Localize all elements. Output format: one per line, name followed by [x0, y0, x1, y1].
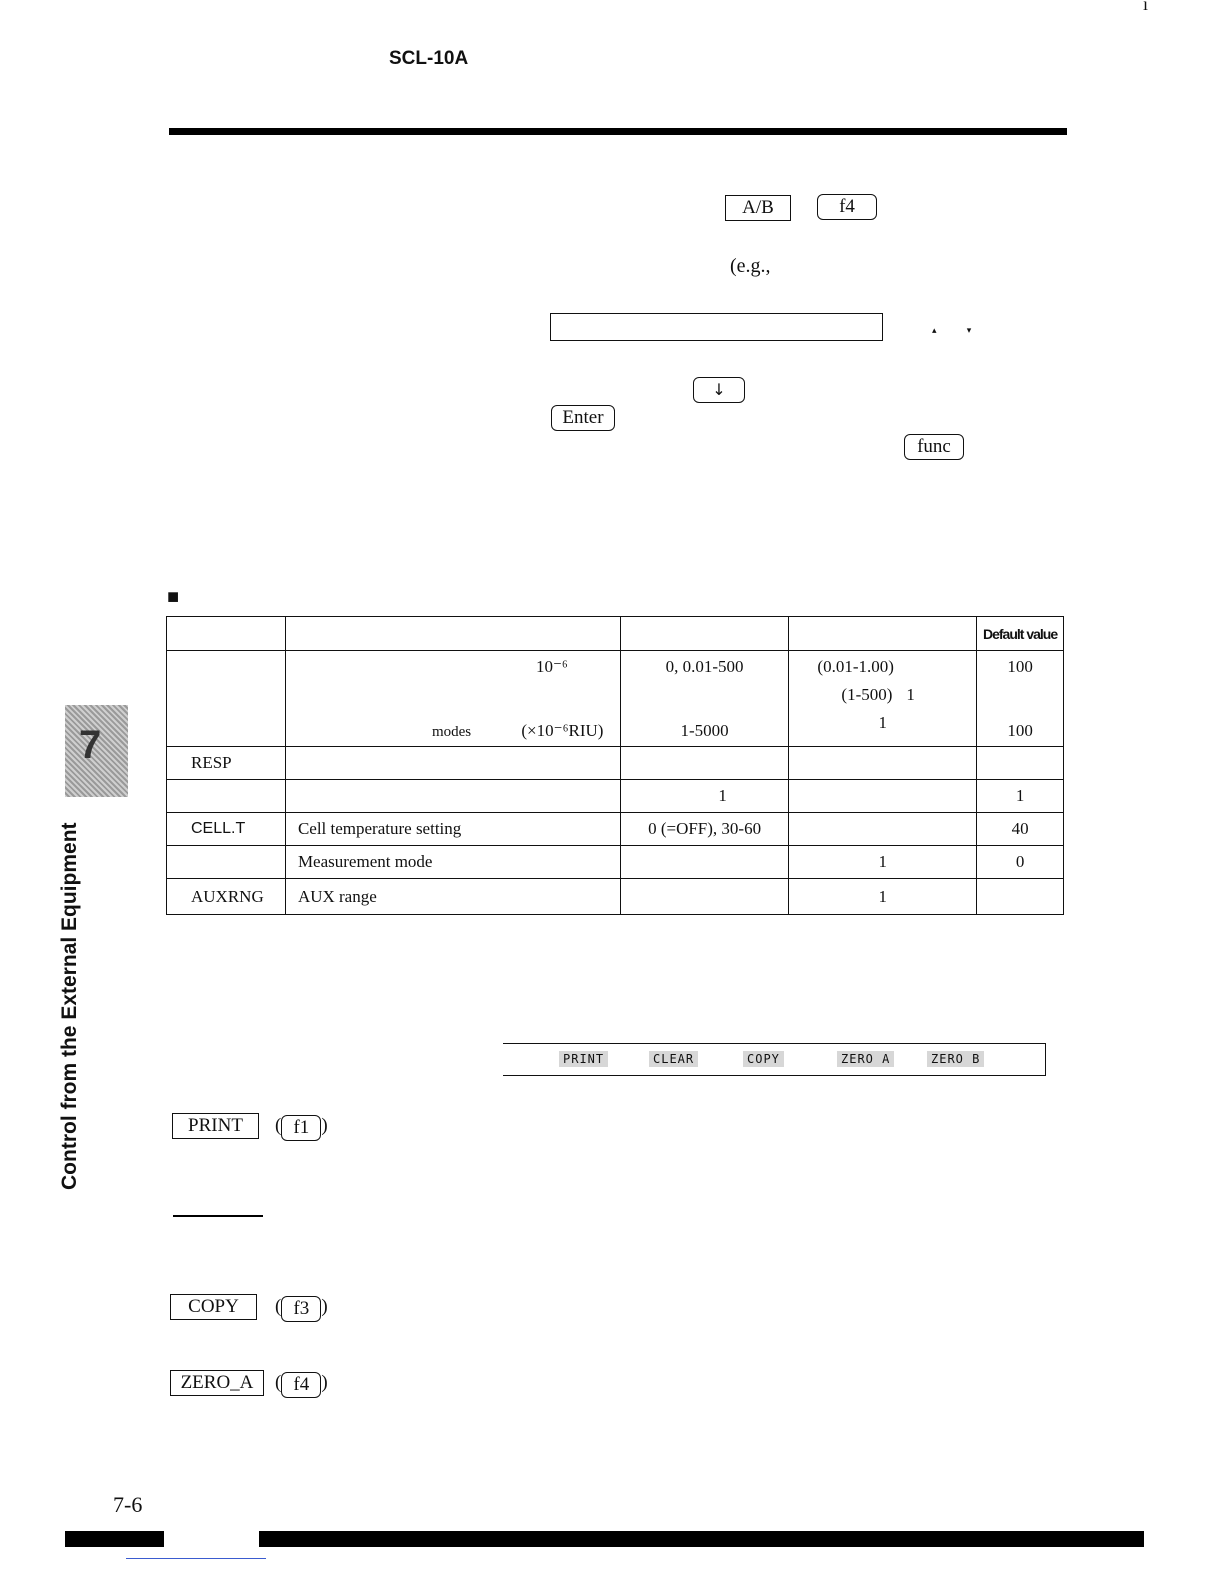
mode-step: 1 — [789, 846, 977, 879]
function-bar-zero-a: ZERO A — [837, 1051, 894, 1067]
blank-step: 1 — [620, 780, 789, 813]
section-marker: ■ — [167, 586, 180, 608]
param-resp: RESP — [167, 747, 286, 780]
row1-range: 0, 0.01-500 — [665, 657, 744, 676]
table-header-row — [167, 617, 1064, 651]
table-row — [167, 846, 1064, 879]
row1-unit: 10⁻⁶ — [535, 657, 568, 676]
function-bar — [503, 1043, 1046, 1076]
arrow-marks: ▴ ▾ — [932, 325, 986, 335]
table-row — [167, 879, 1064, 915]
mode-desc: Measurement mode — [285, 846, 620, 879]
eg-text: (e.g., — [730, 255, 771, 277]
sidebar-title: Control from the External Equipment — [58, 822, 81, 1190]
table-row — [167, 780, 1064, 813]
ab-key: A/B — [725, 195, 791, 221]
print-fkey-wrap: ( f1 ) — [275, 1115, 328, 1141]
aux-desc: AUX range — [285, 879, 620, 915]
row1-default: 100 — [1007, 657, 1033, 676]
enter-key: Enter — [551, 405, 615, 431]
footer-bar-right — [259, 1531, 1144, 1547]
header-default-value: Default value — [977, 617, 1064, 651]
param-cell-t: CELL.T — [167, 813, 286, 846]
page-number: 7-6 — [113, 1492, 143, 1517]
row2-range: 1-5000 — [680, 721, 729, 740]
f3-key: f3 — [281, 1296, 321, 1322]
chapter-number: 7 — [79, 723, 102, 767]
row2-default: 100 — [1007, 721, 1033, 740]
copy-fkey-wrap: ( f3 ) — [275, 1296, 328, 1322]
row1-step-a: (0.01-1.00) — [817, 657, 894, 676]
function-bar-copy: COPY — [743, 1051, 784, 1067]
parameter-table — [166, 616, 1064, 915]
param-auxrng: AUXRNG — [167, 879, 286, 915]
copy-key: COPY — [170, 1294, 257, 1320]
row1-step-b: (1-500) — [841, 685, 893, 704]
chapter-tab — [65, 705, 128, 797]
f1-key: f1 — [281, 1115, 321, 1141]
down-arrow-key: ↓ — [693, 377, 745, 403]
aux-step: 1 — [789, 879, 977, 915]
row2-modes: modes — [431, 724, 472, 740]
function-bar-zero-b: ZERO B — [927, 1051, 984, 1067]
table-row — [167, 747, 1064, 780]
table-row — [167, 813, 1064, 846]
f4-key-zero: f4 — [281, 1372, 321, 1398]
zero-a-fkey-wrap: ( f4 ) — [275, 1372, 328, 1398]
header-rule — [169, 128, 1067, 135]
cell-t-range: 0 (=OFF), 30-60 — [620, 813, 789, 846]
blank-default: 1 — [977, 780, 1064, 813]
f4-key: f4 — [817, 194, 877, 220]
row1-step-b-val: 1 — [906, 685, 915, 704]
corner-mark: ı — [1143, 0, 1149, 14]
section-rule — [173, 1215, 263, 1217]
function-bar-clear: CLEAR — [649, 1051, 698, 1067]
footer-underline — [126, 1558, 266, 1559]
cell-t-desc: Cell temperature setting — [285, 813, 620, 846]
func-key: func — [904, 434, 964, 460]
row2-step: 1 — [878, 713, 888, 732]
zero-a-key: ZERO_A — [170, 1370, 264, 1396]
cell-t-default: 40 — [977, 813, 1064, 846]
row2-unit: (×10⁻⁶RIU) — [521, 721, 604, 740]
mode-default: 0 — [977, 846, 1064, 879]
display-box — [550, 313, 883, 341]
table-row — [167, 651, 1064, 747]
function-bar-print: PRINT — [559, 1051, 608, 1067]
model-title: SCL-10A — [389, 48, 469, 69]
print-key: PRINT — [172, 1113, 259, 1139]
footer-bar-left — [65, 1531, 164, 1547]
